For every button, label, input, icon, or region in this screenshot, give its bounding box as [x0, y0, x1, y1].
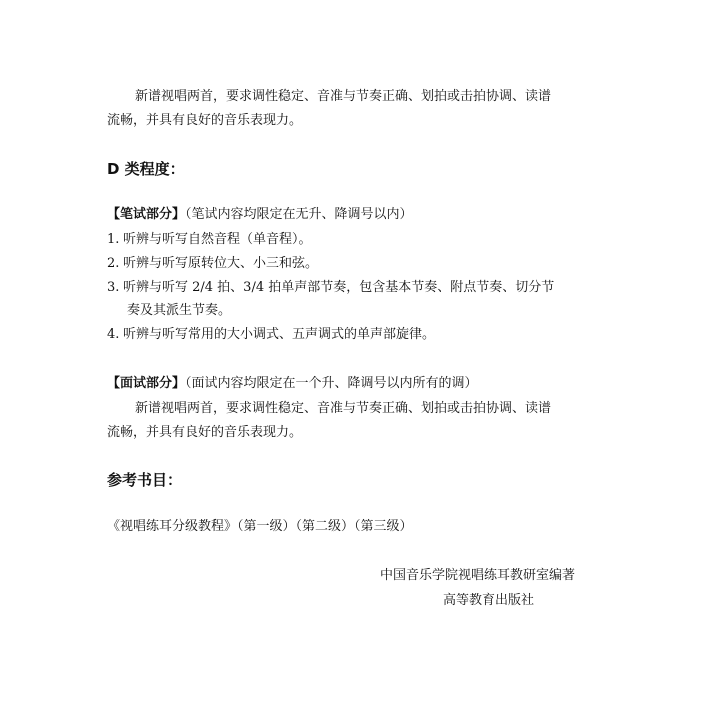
- list-number: 1.: [107, 232, 120, 247]
- list-number: 2.: [107, 256, 120, 271]
- list-item-text: 听辨与听写常用的大小调式、五声调式的单声部旋律。: [123, 327, 436, 342]
- oral-line-2: 流畅，并具有良好的音乐表现力。: [107, 425, 303, 440]
- written-part-header: [107, 206, 413, 224]
- list-item-text: 听辨与听写 2/4 拍、3/4 拍单声部节奏，包含基本节奏、附点节奏、切分节: [123, 280, 555, 295]
- reference-book-title: 《视唱练耳分级教程》（第一级）（第二级）（第三级）: [107, 519, 413, 534]
- list-number: 4.: [107, 327, 120, 342]
- references-heading: 参考书目：: [107, 471, 183, 489]
- list-item-text: 听辨与听写原转位大、小三和弦。: [123, 256, 319, 271]
- intro-line-1: 新谱视唱两首，要求调性稳定、音准与节奏正确、划拍或击拍协调、读谱: [135, 89, 552, 104]
- written-item-2: [107, 255, 318, 273]
- oral-part-header: [107, 375, 478, 393]
- written-item-4: [107, 326, 435, 344]
- oral-part-label: 【面试部分】: [107, 376, 186, 391]
- list-number: 3.: [107, 280, 120, 295]
- written-item-1: [107, 231, 312, 249]
- section-d-heading: D 类程度：: [107, 160, 185, 178]
- oral-line-1: 新谱视唱两首，要求调性稳定、音准与节奏正确、划拍或击拍协调、读谱: [135, 401, 552, 416]
- reference-author: 中国音乐学院视唱练耳教研室编著: [380, 568, 576, 583]
- written-item-3-continued: 奏及其派生节奏。: [127, 303, 232, 318]
- reference-publisher: 高等教育出版社: [443, 593, 535, 608]
- written-part-label: 【笔试部分】: [107, 207, 186, 222]
- intro-line-2: 流畅，并具有良好的音乐表现力。: [107, 113, 303, 128]
- written-part-note: （笔试内容均限定在无升、降调号以内）: [185, 207, 413, 222]
- written-item-3: [107, 279, 554, 297]
- oral-part-note: （面试内容均限定在一个升、降调号以内所有的调）: [185, 376, 478, 391]
- list-item-text: 听辨与听写自然音程（单音程）。: [123, 232, 312, 247]
